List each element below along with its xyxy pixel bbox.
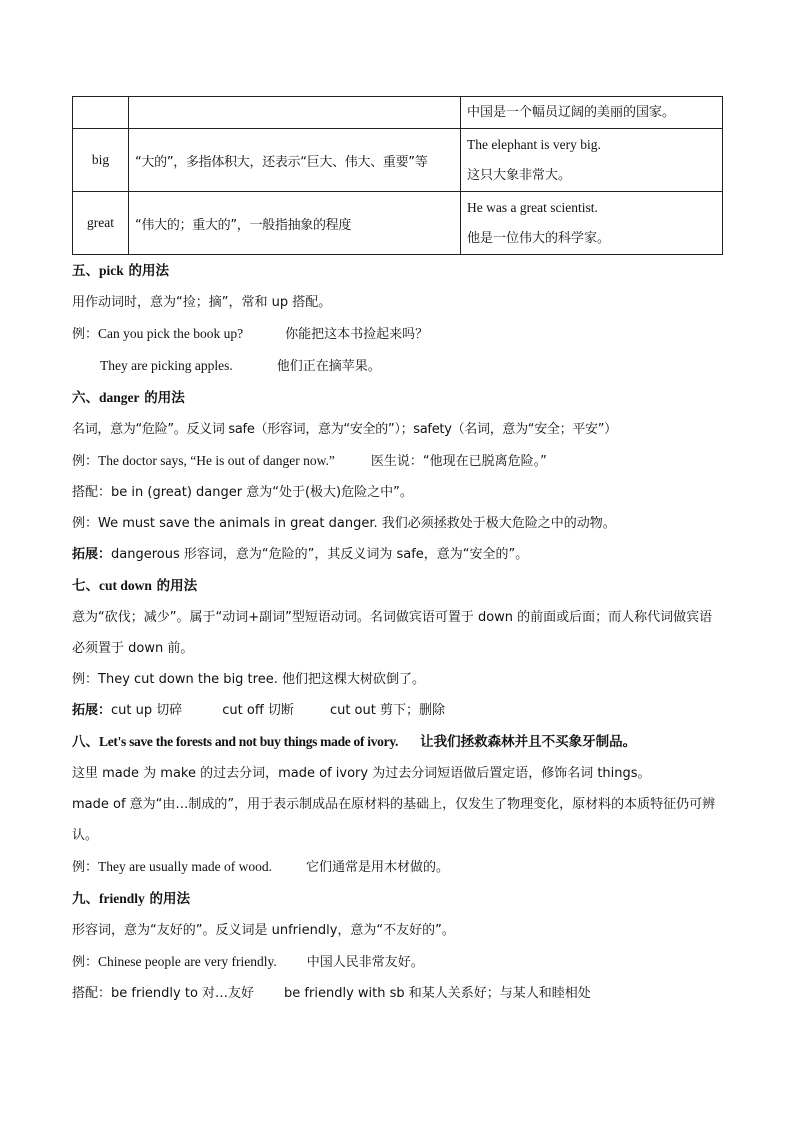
example-line: 例：They are usually made of wood. 它们通常是用木材做的。 <box>72 859 449 875</box>
notes-content <box>72 255 724 1009</box>
example-line: 例：Can you pick the book up? 你能把这本书捡起来吗？ <box>72 326 429 342</box>
word-cell: great <box>73 192 129 255</box>
extension-line: 拓展：cut up 切碎 cut off 切断 cut out 剪下；删除 <box>72 703 445 718</box>
example-en: The elephant is very big. <box>467 137 601 152</box>
example-cell <box>461 129 723 192</box>
example-line: 例：We must save the animals in great danger. 我们必须拯救处于极大危险之中的动物。 <box>72 516 616 531</box>
explanation-line: 这里 made 为 make 的过去分词，made of ivory 为过去分词短语做后置定语，修饰名词 things。 <box>72 766 651 781</box>
definition: 意为“砍伐；减少”。属于“动词+副词”型短语动词。名词做宾语可置于 down 的前面或后面；而人称代词做宾语必须置于 down 前。 <box>72 610 713 656</box>
example-line: 例：The doctor says, “He is out of danger now.” 医生说：“他现在已脱离危险。” <box>72 453 547 469</box>
word-cell <box>73 97 129 129</box>
collocation-line: 搭配：be friendly to 对…友好 be friendly with sb 和某人关系好；与某人和睦相处 <box>72 986 591 1001</box>
section-heading-ivory: 八、Let's save the forests and not buy things made of ivory. 让我们拯救森林并且不买象牙制品。 <box>72 734 637 750</box>
explanation-line: made of 意为“由…制成的”，用于表示制成品在原材料的基础上，仅发生了物理变化，原材料的本质特征仍可辨认。 <box>72 797 716 843</box>
example-zh: 他是一位伟大的科学家。 <box>467 231 611 246</box>
example-en: He was a great scientist. <box>467 200 598 215</box>
definition: 名词，意为“危险”。反义词 safe（形容词，意为“安全的”）；safety（名词，意为“安全；平安”） <box>72 422 617 437</box>
section-heading-pick: 五、pick 的用法 <box>72 263 169 279</box>
collocation-line: 搭配：be in (great) danger 意为“处于(极大)危险之中”。 <box>72 485 413 500</box>
example-cell <box>461 192 723 255</box>
table-row <box>73 192 723 255</box>
word-comparison-table <box>72 96 723 255</box>
definition: 用作动词时，意为“捡；摘”，常和 up 搭配。 <box>72 295 332 310</box>
meaning-cell: “大的”，多指体积大，还表示“巨大、伟大、重要”等 <box>129 129 461 192</box>
table-row <box>73 129 723 192</box>
example-zh: 中国是一个幅员辽阔的美丽的国家。 <box>467 105 676 120</box>
table-row <box>73 97 723 129</box>
example-cell <box>461 97 723 129</box>
example-line: 例：They cut down the big tree. 他们把这棵大树砍倒了。 <box>72 672 425 687</box>
meaning-cell <box>129 97 461 129</box>
example-line: 例：Chinese people are very friendly. 中国人民非常友好。 <box>72 954 424 970</box>
example-line: They are picking apples. 他们正在摘苹果。 <box>100 358 381 374</box>
section-heading-danger: 六、danger 的用法 <box>72 390 185 406</box>
section-heading-friendly: 九、friendly 的用法 <box>72 891 190 907</box>
word-cell: big <box>73 129 129 192</box>
extension-line: 拓展：dangerous 形容词，意为“危险的”，其反义词为 safe，意为“安全的”。 <box>72 547 529 562</box>
section-heading-cut-down: 七、cut down 的用法 <box>72 578 198 594</box>
meaning-cell: “伟大的；重大的”，一般指抽象的程度 <box>129 192 461 255</box>
example-zh: 这只大象非常大。 <box>467 168 572 183</box>
definition: 形容词，意为“友好的”。反义词是 unfriendly，意为“不友好的”。 <box>72 923 455 938</box>
